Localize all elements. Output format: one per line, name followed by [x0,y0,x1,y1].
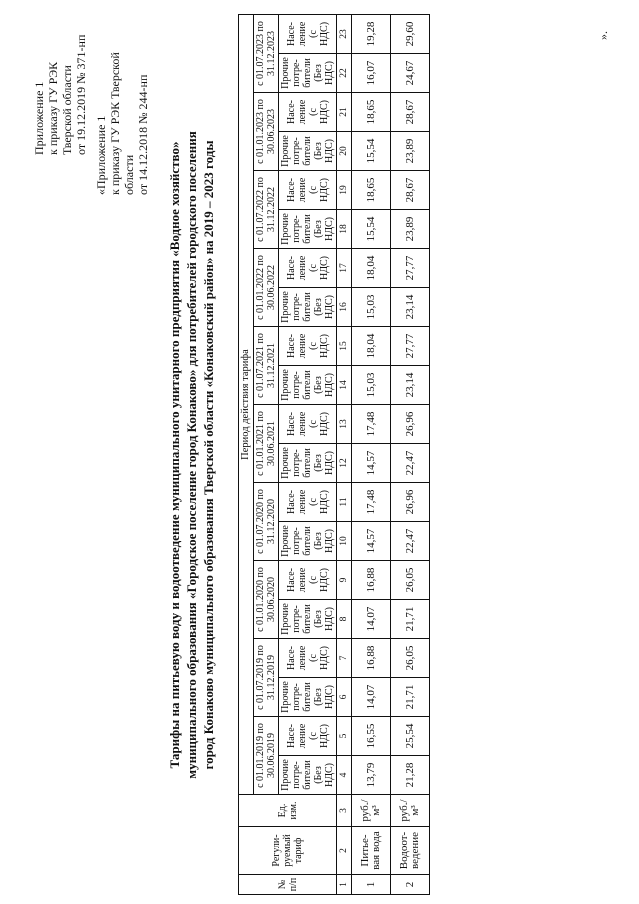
tariff-value: 22,47 [391,522,430,561]
column-number: 19 [337,171,352,210]
column-number: 22 [337,54,352,93]
subheader-other-consumers: Прочие потре-бители (Без НДС) [279,54,337,93]
tariff-value: 15,54 [352,210,391,249]
tariff-value: 18,65 [352,93,391,132]
period-cell: с 01.07.2020 по 31.12.2020 [254,483,279,561]
tariff-value: 14,07 [352,600,391,639]
subheader-population: Насе-ление (с НДС) [279,405,337,444]
appendix-header-current [32,15,88,155]
period-cell: с 01.07.2019 по 31.12.2019 [254,639,279,717]
tariff-value: 14,07 [352,678,391,717]
column-number: 15 [337,327,352,366]
subheader-row [279,14,337,894]
period-cell: с 01.01.2019 по 30.06.2019 [254,717,279,795]
tariff-value: 25,54 [391,717,430,756]
subheader-population: Насе-ление (с НДС) [279,93,337,132]
tariff-value: 21,71 [391,678,430,717]
tariff-value: 16,55 [352,717,391,756]
document-title [166,15,217,895]
subheader-other-consumers: Прочие потре-бители (Без НДС) [279,756,337,795]
period-cell: с 01.07.2022 по 31.12.2022 [254,171,279,249]
tariff-value: 14,57 [352,444,391,483]
tariff-value: 18,04 [352,327,391,366]
tariff-value: 21,28 [391,756,430,795]
tariff-value: 15,54 [352,132,391,171]
column-number: 20 [337,132,352,171]
tariff-value: 26,96 [391,483,430,522]
period-cell: с 01.01.2022 по 30.06.2022 [254,249,279,327]
column-number: 14 [337,366,352,405]
header-line: к приказу ГУ РЭК Тверской области [108,52,136,195]
subheader-population: Насе-ление (с НДС) [279,171,337,210]
tariff-value: 16,07 [352,54,391,93]
tariff-value: 24,67 [391,54,430,93]
tariff-value: 15,03 [352,366,391,405]
title-line: город Конаково муниципального образования Тверской области «Конаковский район» на 2019 – 2023 годы [201,140,216,770]
column-number: 3 [337,795,352,827]
tariff-value: 27,77 [391,249,430,288]
subheader-population: Насе-ление (с НДС) [279,717,337,756]
tariff-value: 15,03 [352,288,391,327]
subheader-other-consumers: Прочие потре-бители (Без НДС) [279,366,337,405]
col-header-tariff: Регули-руемый тариф [239,827,337,875]
subheader-population: Насе-ление (с НДС) [279,561,337,600]
row-tariff-name: Водоот-ведение [391,827,430,875]
column-number: 9 [337,561,352,600]
column-number: 13 [337,405,352,444]
header-line: «Приложение 1 [94,115,108,195]
subheader-population: Насе-ление (с НДС) [279,639,337,678]
subheader-population: Насе-ление (с НДС) [279,249,337,288]
column-number: 11 [337,483,352,522]
period-cell: с 01.01.2020 по 30.06.2020 [254,561,279,639]
column-number-row [337,14,352,894]
tariff-value: 19,28 [352,14,391,53]
column-number: 1 [337,875,352,895]
tariff-value: 28,67 [391,171,430,210]
column-number: 23 [337,14,352,53]
column-number: 5 [337,717,352,756]
column-number: 8 [337,600,352,639]
tariff-value: 17,48 [352,405,391,444]
tariff-value: 23,89 [391,132,430,171]
tariff-value: 18,65 [352,171,391,210]
tariff-value: 23,14 [391,366,430,405]
header-line: к приказу ГУ РЭК Тверской области [46,61,74,155]
period-header: Период действия тарифа [239,14,254,794]
column-number: 6 [337,678,352,717]
subheader-other-consumers: Прочие потре-бители (Без НДС) [279,288,337,327]
tariff-value: 26,05 [391,639,430,678]
header-line: от 19.12.2019 № 371-нп [74,34,88,155]
column-number: 18 [337,210,352,249]
period-cell: с 01.01.2023 по 30.06.2023 [254,93,279,171]
subheader-population: Насе-ление (с НДС) [279,14,337,53]
subheader-population: Насе-ление (с НДС) [279,327,337,366]
row-number: 1 [352,875,391,895]
subheader-population: Насе-ление (с НДС) [279,483,337,522]
header-line: Приложение 1 [32,81,46,155]
subheader-other-consumers: Прочие потре-бители (Без НДС) [279,444,337,483]
tariff-table [238,14,430,895]
closing-quote: ». [596,31,610,40]
column-number: 7 [337,639,352,678]
subheader-other-consumers: Прочие потре-бители (Без НДС) [279,600,337,639]
tariff-value: 16,88 [352,561,391,600]
appendix-header-previous [94,15,150,195]
tariff-value: 13,79 [352,756,391,795]
rotated-page [30,15,610,895]
tariff-value: 17,48 [352,483,391,522]
tariff-value: 21,71 [391,600,430,639]
row-tariff-name: Питье-вая вода [352,827,391,875]
table-row [391,14,430,894]
column-number: 21 [337,93,352,132]
tariff-value: 27,77 [391,327,430,366]
period-cell: с 01.07.2023 по 31.12.2023 [254,14,279,92]
tariff-value: 29,60 [391,14,430,53]
row-unit: руб./м³ [391,795,430,827]
tariff-value: 22,47 [391,444,430,483]
tariff-value: 28,67 [391,93,430,132]
col-header-unit: Ед. изм. [239,795,337,827]
subheader-other-consumers: Прочие потре-бители (Без НДС) [279,522,337,561]
column-number: 10 [337,522,352,561]
column-number: 17 [337,249,352,288]
row-unit: руб./м³ [352,795,391,827]
tariff-value: 16,88 [352,639,391,678]
period-cell: с 01.01.2021 по 30.06.2021 [254,405,279,483]
tariff-value: 18,04 [352,249,391,288]
tariff-value: 26,96 [391,405,430,444]
column-number: 12 [337,444,352,483]
period-cell: с 01.07.2021 по 31.12.2021 [254,327,279,405]
header-line: от 14.12.2018 № 244-нп [136,74,150,195]
subheader-other-consumers: Прочие потре-бители (Без НДС) [279,678,337,717]
subheader-other-consumers: Прочие потре-бители (Без НДС) [279,210,337,249]
table-row [352,14,391,894]
column-number: 4 [337,756,352,795]
tariff-value: 23,14 [391,288,430,327]
subheader-other-consumers: Прочие потре-бители (Без НДС) [279,132,337,171]
tariff-value: 26,05 [391,561,430,600]
col-header-number: № п/п [239,875,337,895]
column-number: 2 [337,827,352,875]
row-number: 2 [391,875,430,895]
column-number: 16 [337,288,352,327]
tariff-value: 23,89 [391,210,430,249]
title-line: Тарифы на питьевую воду и водоотведение муниципального унитарного предприятия «Водное хозяйство» [167,141,182,769]
title-line: муниципального образования «Городское поселение город Конаково» для потребителей городского поселения [184,131,199,779]
tariff-value: 14,57 [352,522,391,561]
